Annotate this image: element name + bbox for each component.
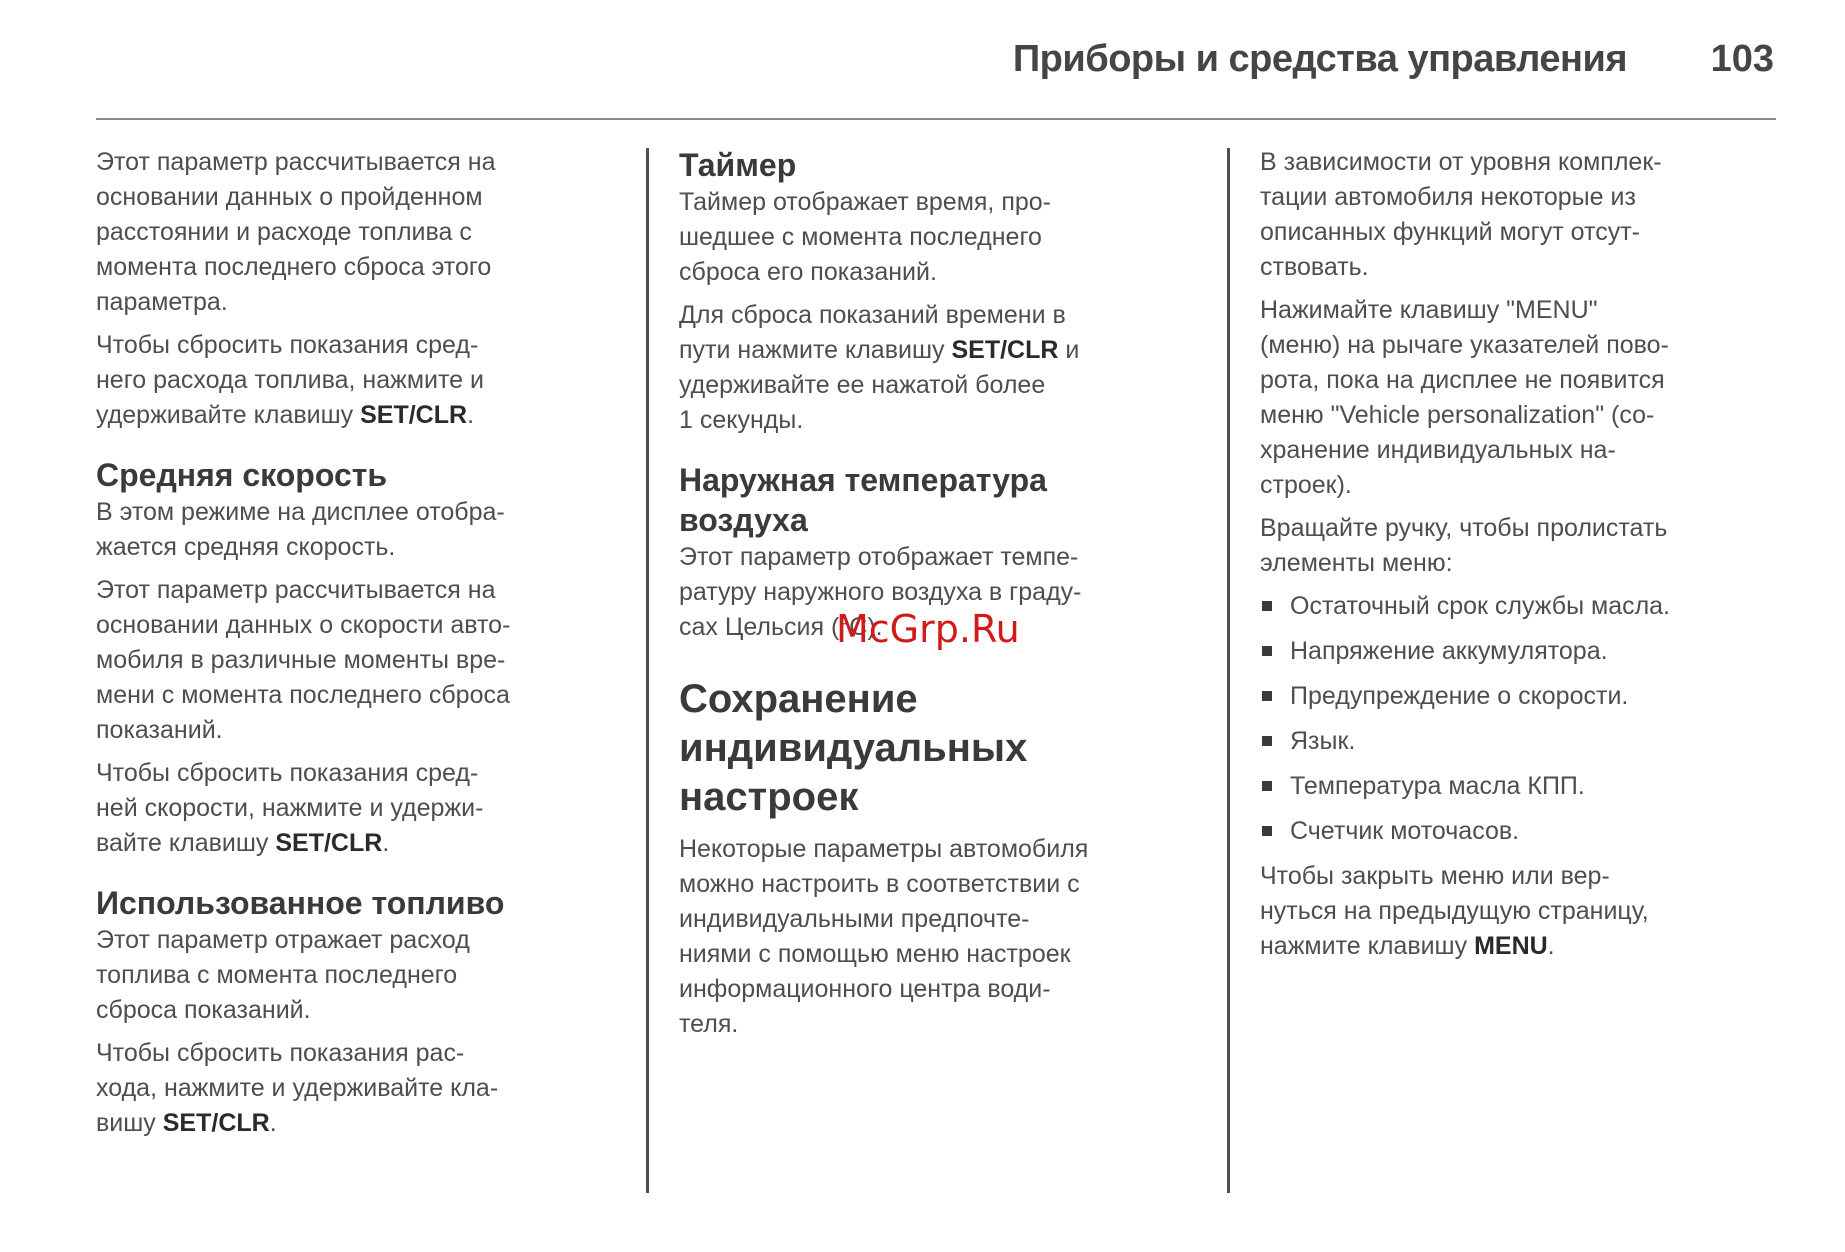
page-header bbox=[0, 38, 1845, 94]
paragraph: Чтобы сбросить показания рас- хода, нажмите и удерживайте кла- вишу SET/CLR. bbox=[96, 1039, 499, 1137]
page-number: 103 bbox=[1710, 38, 1774, 80]
square-bullet-icon bbox=[1262, 646, 1272, 656]
chapter-title: Приборы и средства управления bbox=[1012, 38, 1627, 80]
list-item: Напряжение аккумулятора. bbox=[1260, 634, 1780, 669]
square-bullet-icon bbox=[1262, 781, 1272, 791]
section-heading-outside-temperature: Наружная температура воздуха bbox=[679, 462, 1047, 538]
paragraph: Чтобы сбросить показания сред- него расхода топлива, нажмите и удерживайте клавишу SET/CLR. bbox=[96, 331, 484, 429]
paragraph: Чтобы закрыть меню или вер- нуться на предыдущую страницу, нажмите клавишу MENU. bbox=[1260, 862, 1649, 960]
list-item: Температура масла КПП. bbox=[1260, 769, 1780, 804]
key-name: SET/CLR bbox=[360, 401, 468, 429]
list-item: Язык. bbox=[1260, 724, 1780, 759]
square-bullet-icon bbox=[1262, 601, 1272, 611]
paragraph: Для сброса показаний времени в пути нажмите клавишу SET/CLR и удерживайте ее нажатой более 1 секунды. bbox=[679, 301, 1080, 434]
key-name: SET/CLR bbox=[951, 336, 1059, 364]
paragraph: Этот параметр отражает расход топлива с момента последнего сброса показаний. bbox=[96, 926, 470, 1024]
section-heading-personalization: Сохранение индивидуальных настроек bbox=[679, 677, 1028, 819]
list-item: Остаточный срок службы масла. bbox=[1260, 589, 1780, 624]
paragraph: Таймер отображает время, про- шедшее с момента последнего сброса его показаний. bbox=[679, 188, 1051, 286]
section-heading-fuel-used: Использованное топливо bbox=[96, 885, 505, 921]
key-name: SET/CLR bbox=[162, 1109, 270, 1137]
paragraph: Этот параметр рассчитывается на основании данных о скорости авто- мобиля в различные моменты вре- мени с момента последнего сброса показаний. bbox=[96, 576, 511, 744]
paragraph: Нажимайте клавишу "MENU" (меню) на рычаге указателей пово- рота, пока на дисплее не появится меню "Vehicle personalization" (со- хранение индивидуальных на- строек). bbox=[1260, 296, 1669, 499]
header-rule bbox=[96, 118, 1776, 120]
list-item: Предупреждение о скорости. bbox=[1260, 679, 1780, 714]
paragraph: Этот параметр рассчитывается на основании данных о пройденном расстоянии и расходе топлива с момента последнего сброса этого параметра. bbox=[96, 148, 496, 316]
paragraph: В зависимости от уровня комплек- тации автомобиля некоторые из описанных функций могут отсут- ствовать. bbox=[1260, 148, 1662, 281]
column-middle bbox=[679, 145, 1199, 1050]
paragraph: Этот параметр отображает темпе- ратуру наружного воздуха в граду- сах Цельсия (°C). bbox=[679, 543, 1082, 641]
square-bullet-icon bbox=[1262, 691, 1272, 701]
column-right bbox=[1260, 145, 1780, 972]
square-bullet-icon bbox=[1262, 736, 1272, 746]
list-item: Счетчик моточасов. bbox=[1260, 814, 1780, 849]
square-bullet-icon bbox=[1262, 826, 1272, 836]
section-heading-average-speed: Средняя скорость bbox=[96, 457, 388, 493]
menu-items-list bbox=[1260, 589, 1780, 849]
watermark: McGrp.Ru bbox=[836, 607, 1020, 651]
column-left bbox=[96, 145, 616, 1149]
paragraph: Некоторые параметры автомобиля можно настроить в соответствии с индивидуальными предпочте- ниями с помощью меню настроек информационного центра води- теля. bbox=[679, 835, 1089, 1038]
paragraph: Чтобы сбросить показания сред- ней скорости, нажмите и удержи- вайте клавишу SET/CLR. bbox=[96, 759, 484, 857]
paragraph: Вращайте ручку, чтобы пролистать элементы меню: bbox=[1260, 514, 1668, 577]
column-divider-left bbox=[646, 148, 649, 1193]
section-heading-timer: Таймер bbox=[679, 147, 797, 183]
column-divider-right bbox=[1227, 148, 1230, 1193]
key-name: SET/CLR bbox=[275, 829, 383, 857]
key-name: MENU bbox=[1474, 932, 1548, 960]
paragraph: В этом режиме на дисплее отобра- жается средняя скорость. bbox=[96, 498, 505, 561]
